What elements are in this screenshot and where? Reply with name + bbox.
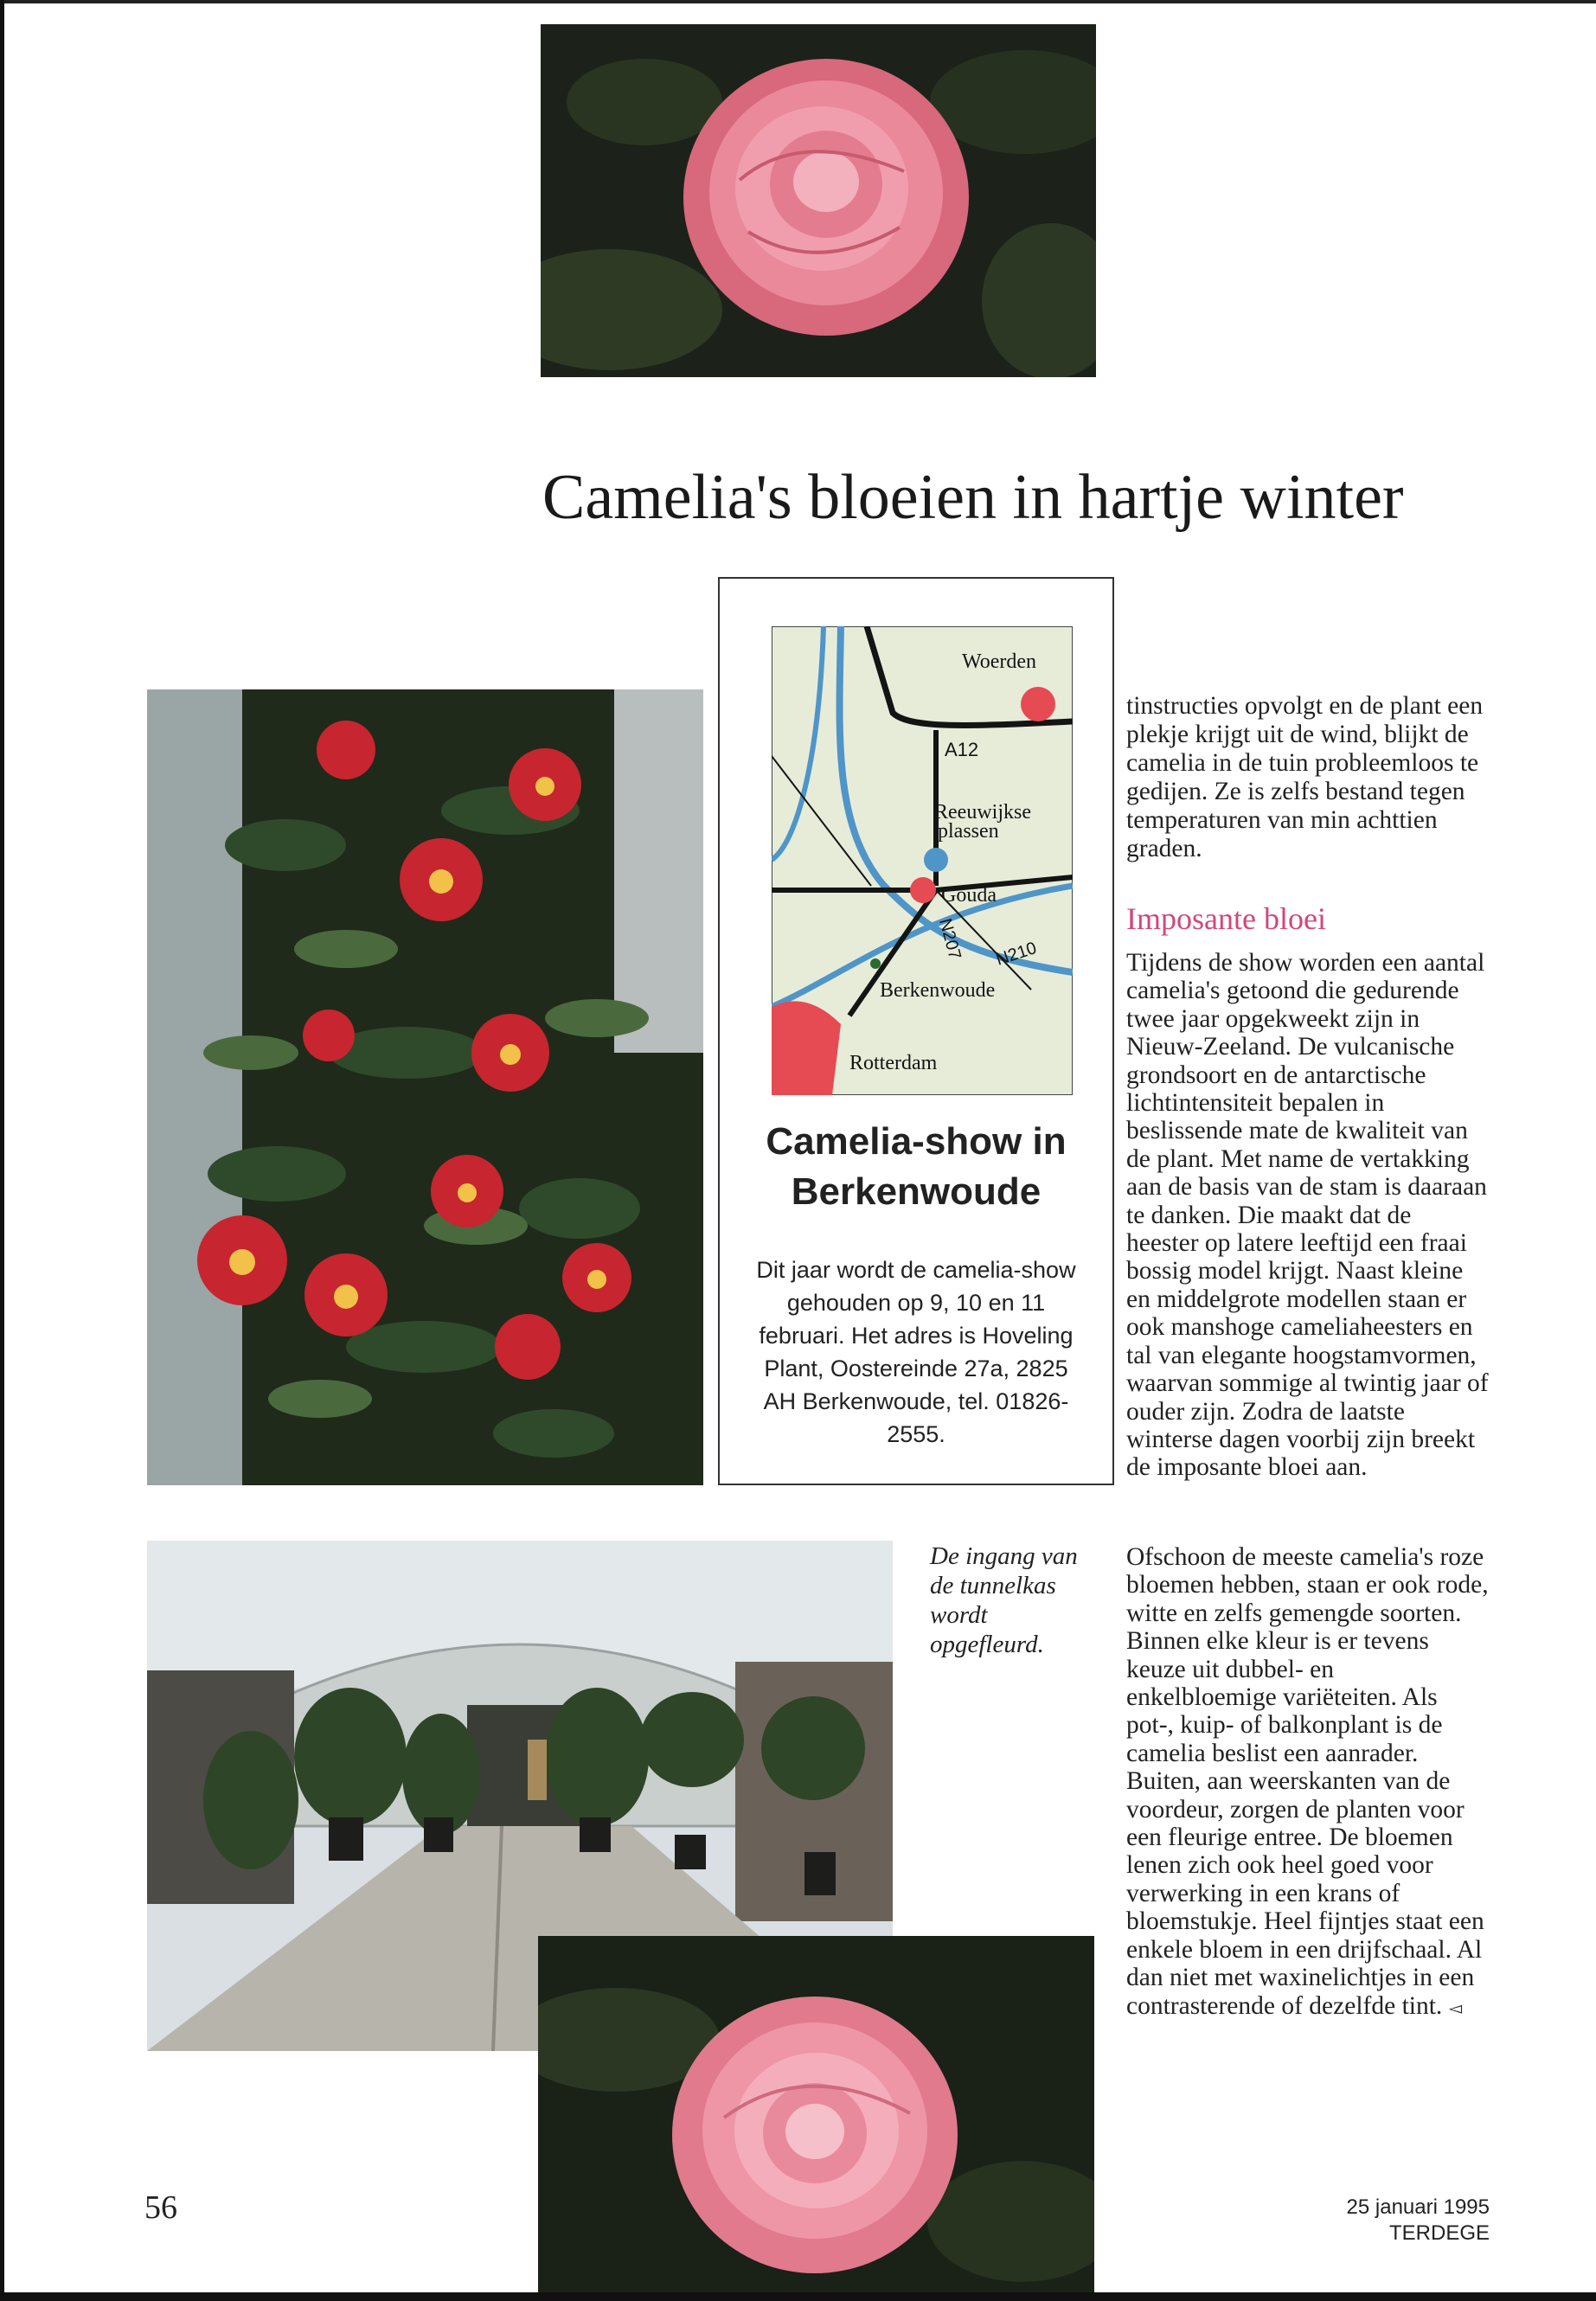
route-map [772, 626, 1073, 1095]
info-box-heading: Camelia-show in Berkenwoude [766, 1120, 1067, 1213]
label-gouda: Gouda [941, 884, 997, 907]
photo-caption: De ingang van de tunnelkas wordt opgefleurd. [930, 1542, 1078, 1658]
photo-red-camellia-bush [147, 689, 703, 1485]
page-frame-bottom [0, 2292, 1596, 2301]
label-reeuwijkse: Reeuwijkse [934, 801, 1031, 824]
photo-pink-camellia-top [541, 24, 1096, 377]
label-woerden: Woerden [962, 651, 1037, 673]
article-intro: tinstructies opvolgt en de plant een plekje krijgt uit de wind, blijkt de camelia in de tuin probleemloos te gedijen. Ze is zelfs bestand tegen temperaturen van min achttien graden. [1126, 692, 1484, 862]
article-subheading: Imposante bloei [1126, 901, 1326, 936]
footer-date: 25 januari 1995 TERDEGE [1346, 2195, 1490, 2245]
label-rotterdam: Rotterdam [849, 1052, 938, 1074]
city-woerden [1021, 687, 1055, 721]
page-number: 56 [144, 2189, 177, 2226]
end-mark-icon: ◅ [1448, 1997, 1463, 2018]
label-n210: N210 [993, 939, 1040, 970]
article-body-2-text: Ofschoon de meeste camelia's roze bloemen hebben, staan er ook rode, witte en zelfs gemengde soorten. Binnen elke kleur is er tevens keuze uit dubbel- en enkelbloemige variëteiten. Als pot-, kuip- of balkonplant is de camelia beslist een aanrader. Buiten, aan weerskanten van de voordeur, zorgen de planten voor een fleurige entree. De bloemen lenen zich ook heel goed voor verwerking in een krans of bloemstukje. Heel fijntjes staat een enkele bloem in een drijfschaal. Al dan niet met waxinelichtjes in een contrasterende of dezelfde tint. [1126, 1543, 1489, 2020]
page-title: Camelia's bloeien in hartje winter [542, 462, 1404, 533]
label-berkenwoude: Berkenwoude [880, 979, 996, 1002]
photo-pink-camellia-bottom [538, 1936, 1094, 2292]
page-frame-left [0, 0, 4, 2301]
article-body-1: Tijdens de show worden een aantal camelia's getoond die gedurende twee jaar opgekweekt zijn in Nieuw-Zeeland. De vulcanische grondsoort en de antarctische lichtintensiteit bepalen in beslissende mate de kwaliteit van de plant. Met name de vertakking aan de basis van de stam is daaraan te danken. Die maakt dat de heester op latere leeftijd een fraai bossig model krijgt. Naast kleine en middelgrote modellen staan er ook manshoge cameliaheesters en tal van elegante hoogstamvormen, waarvan sommige al twintig jaar of ouder zijn. Zodra de laatste winterse dagen voorbij zijn breekt de imposante bloei aan. [1126, 949, 1489, 1482]
info-box-text: Dit jaar wordt de camelia-show gehouden op 9, 10 en 11 februari. Het adres is Hoveling Plant, Oostereinde 27a, 2825 AH Berkenwoude, tel. 01826-2555. [756, 1257, 1076, 1447]
city-rotterdam [772, 1001, 841, 1095]
city-gouda [910, 877, 936, 903]
label-a12: A12 [945, 739, 979, 760]
label-plassen: plassen [938, 820, 999, 843]
article-body-2 [1126, 1543, 1490, 2022]
lake-reeuwijk [924, 848, 948, 872]
info-box [718, 577, 1114, 1485]
village-berkenwoude [870, 958, 881, 969]
page-frame-top [0, 0, 1596, 3]
label-n207: N207 [935, 916, 965, 962]
